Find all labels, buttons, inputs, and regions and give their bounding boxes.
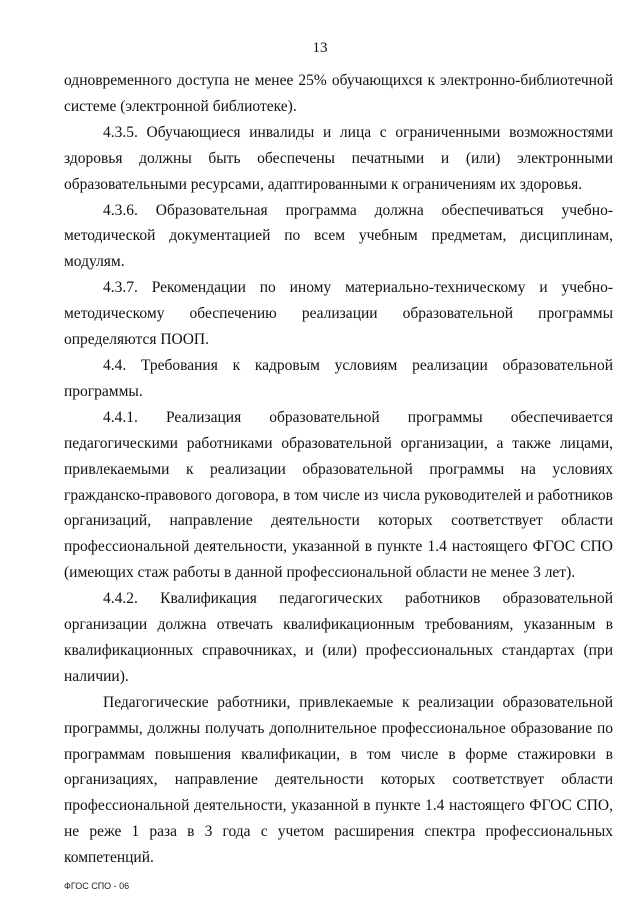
paragraph-4-3-6: 4.3.6. Образовательная программа должна обеспечиваться учебно-методической документацией по всем учебным предметам, дисциплинам, модулям.	[64, 201, 613, 271]
paragraph-4-3-7: 4.3.7. Рекомендации по иному материально-техническому и учебно-методическому обеспечению реализации образовательной программы определяются ПООП.	[64, 279, 613, 349]
paragraph-4-4: 4.4. Требования к кадровым условиям реализации образовательной программы.	[64, 356, 613, 400]
paragraph-4-3-5: 4.3.5. Обучающиеся инвалиды и лица с ограниченными возможностями здоровья должны быть обеспечены печатными и (или) электронными образовательными ресурсами, адаптированными к ограничениям их здоровья.	[64, 123, 613, 193]
document-body	[64, 68, 613, 871]
paragraph-4-4-1: 4.4.1. Реализация образовательной программы обеспечивается педагогическими работниками образовательной организации, а также лицами, привлекаемыми к реализации образовательной программы на условиях гражданско-правового договора, в том числе из числа руководителей и работников организаций, направление деятельности которых соответствует области профессиональной деятельности, указанной в пункте 1.4 настоящего ФГОС СПО (имеющих стаж работы в данной профессиональной области не менее 3 лет).	[64, 408, 613, 582]
paragraph-4-4-2: 4.4.2. Квалификация педагогических работников образовательной организации должна отвечать квалификационным требованиям, указанным в квалификационных справочниках, и (или) профессиональных стандартах (при наличии).	[64, 590, 613, 685]
page-number: 13	[312, 40, 328, 56]
paragraph-pedagogical-workers: Педагогические работники, привлекаемые к реализации образовательной программы, должны получать дополнительное профессиональное образование по программам повышения квалификации, в том числе в форме стажировки в организациях, направление деятельности которых соответствует области профессиональной деятельности, указанной в пункте 1.4 настоящего ФГОС СПО, не реже 1 раза в 3 года с учетом расширения спектра профессиональных компетенций.	[64, 693, 613, 867]
footer-label: ФГОС СПО - 06	[64, 881, 130, 891]
paragraph-library-access: одновременного доступа не менее 25% обучающихся к электронно-библиотечной системе (электронной библиотеке).	[64, 72, 613, 115]
